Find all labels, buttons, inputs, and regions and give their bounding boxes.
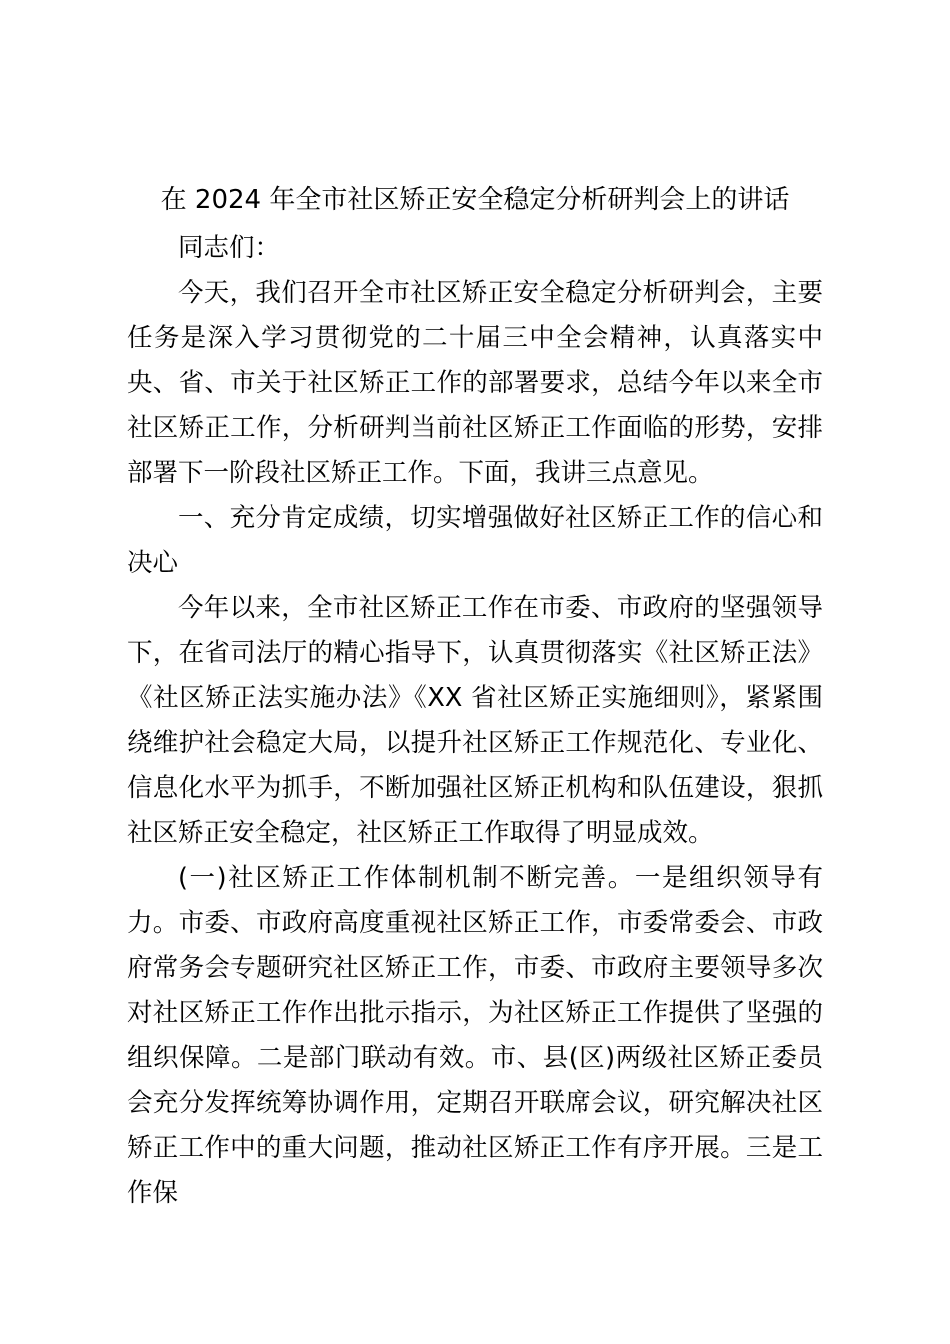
document-body xyxy=(127,226,823,1216)
paragraph-intro: 今天，我们召开全市社区矫正安全稳定分析研判会，主要任务是深入学习贯彻党的二十届三中全会精神，认真落实中央、省、市关于社区矫正工作的部署要求，总结今年以来全市社区矫正工作，分析研判当前社区矫正工作面临的形势，安排部署下一阶段社区矫正工作。下面，我讲三点意见。 xyxy=(127,278,823,488)
section-heading-1: 一、充分肯定成绩，切实增强做好社区矫正工作的信心和决心 xyxy=(127,503,823,578)
paragraph-subsection-1: (一)社区矫正工作体制机制不断完善。一是组织领导有力。市委、市政府高度重视社区矫正工作，市委常委会、市政府常务会专题研究社区矫正工作，市委、市政府主要领导多次对社区矫正工作作出批示指示，为社区矫正工作提供了坚强的组织保障。二是部门联动有效。市、县(区)两级社区矫正委员会充分发挥统筹协调作用，定期召开联席会议，研究解决社区矫正工作中的重大问题，推动社区矫正工作有序开展。三是工作保 xyxy=(127,863,823,1208)
paragraph-achievements: 今年以来，全市社区矫正工作在市委、市政府的坚强领导下，在省司法厅的精心指导下，认真贯彻落实《社区矫正法》《社区矫正法实施办法》《XX 省社区矫正实施细则》，紧紧围绕维护社会稳定大局，以提升社区矫正工作规范化、专业化、信息化水平为抓手，不断加强社区矫正机构和队伍建设，狠抓社区矫正安全稳定，社区矫正工作取得了明显成效。 xyxy=(127,593,823,848)
document-title: 在 2024 年全市社区矫正安全稳定分析研判会上的讲话 xyxy=(160,185,790,215)
greeting: 同志们： xyxy=(178,233,281,263)
